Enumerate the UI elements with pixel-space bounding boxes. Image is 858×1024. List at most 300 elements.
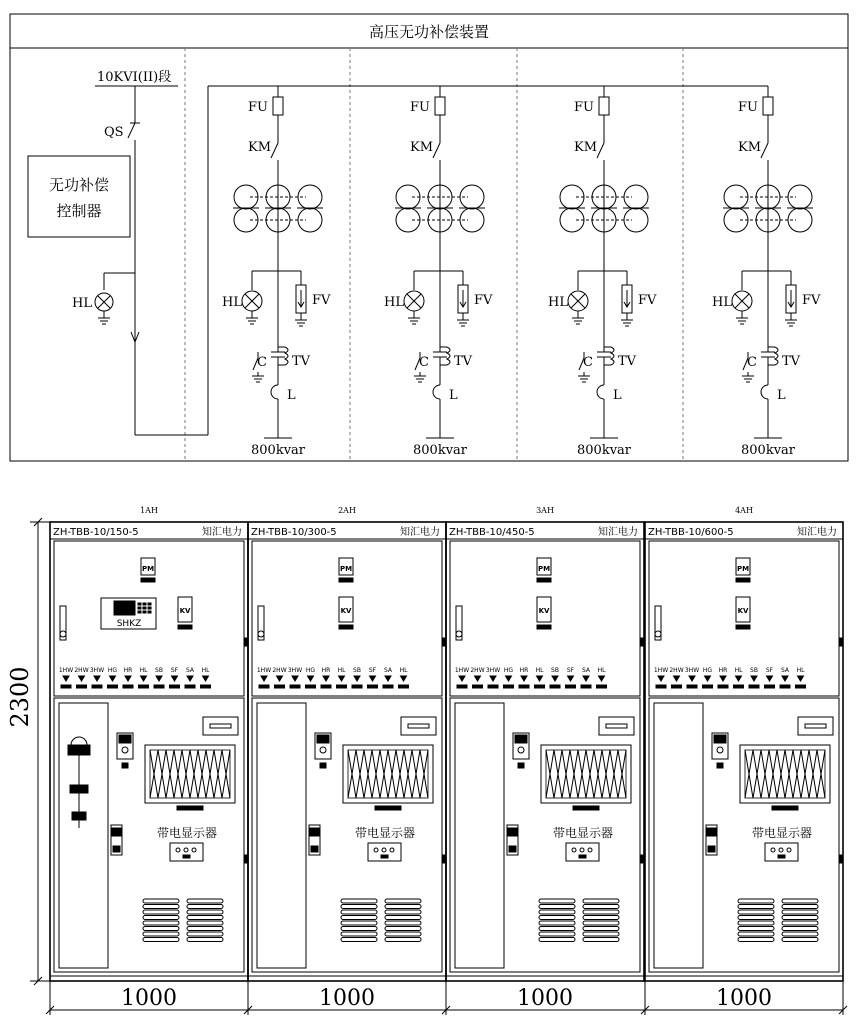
switch-label: 1HW xyxy=(653,667,669,674)
switch-label: HR xyxy=(519,667,529,674)
contactor-label: KM xyxy=(248,140,272,155)
louver-slot xyxy=(539,932,575,936)
current-transformer-icon xyxy=(396,185,420,209)
cabinet-2 xyxy=(248,522,446,981)
louver-slot xyxy=(583,927,619,931)
cabinet-model: ZH-TBB-10/600-5 xyxy=(648,527,734,538)
switch-knob-icon xyxy=(187,676,193,681)
height-dimension-value: 2300 xyxy=(6,666,34,728)
louver-slot xyxy=(385,921,421,925)
louver-slot xyxy=(187,921,223,925)
switch-label: SA xyxy=(185,667,195,674)
switch-label: 2HW xyxy=(669,667,684,674)
switch-knob-icon xyxy=(370,676,376,681)
hinge xyxy=(641,855,644,863)
capacitor-label: C xyxy=(747,355,757,370)
incoming-hl-label: HL xyxy=(72,296,92,311)
indicator-window xyxy=(655,606,661,640)
indicator-window xyxy=(60,606,66,640)
indicator-window xyxy=(456,606,462,640)
cabinet-4 xyxy=(645,522,843,981)
switch-label: 3HW xyxy=(287,667,303,674)
switch-label: SF xyxy=(765,667,774,674)
switch-label: HG xyxy=(305,667,316,674)
switch-label: HR xyxy=(123,667,133,674)
switch-nameplate xyxy=(718,685,728,688)
louver-slot xyxy=(539,927,575,931)
switch-label: HL xyxy=(535,667,544,674)
louver-slot xyxy=(341,927,377,931)
switch-label: 2HW xyxy=(74,667,89,674)
louver-slot xyxy=(341,921,377,925)
switch-label: SA xyxy=(780,667,790,674)
switch-knob-icon xyxy=(385,676,391,681)
switch-label: 2HW xyxy=(470,667,485,674)
contactor-symbol xyxy=(433,143,440,158)
louver-slot xyxy=(583,910,619,914)
switch-knob-icon xyxy=(782,676,788,681)
switch-knob-icon xyxy=(475,676,481,681)
fuse-symbol xyxy=(435,97,445,115)
switch-nameplate xyxy=(92,685,102,688)
louver-slot xyxy=(583,905,619,909)
switch-nameplate xyxy=(687,685,697,688)
switch-nameplate xyxy=(108,685,118,688)
louver-slot xyxy=(187,899,223,903)
interlock-panel xyxy=(59,703,108,968)
switch-knob-icon xyxy=(521,676,527,681)
louver-slot xyxy=(385,932,421,936)
kv-meter-label: KV xyxy=(179,607,191,615)
switch-label: 1HW xyxy=(454,667,470,674)
louver-slot xyxy=(385,938,421,942)
contactor-label: KM xyxy=(410,140,434,155)
louver-slot xyxy=(539,910,575,914)
louver-slot xyxy=(539,938,575,942)
switch-nameplate xyxy=(504,685,514,688)
arrester-label: FV xyxy=(638,293,657,308)
louver-slot xyxy=(341,905,377,909)
viewing-window xyxy=(798,717,833,735)
cabinet-id: 2AH xyxy=(338,506,356,515)
switch-knob-icon xyxy=(767,676,773,681)
switch-label: SB xyxy=(750,667,758,674)
controller-label-line2: 控制器 xyxy=(56,202,102,220)
switch-nameplate xyxy=(290,685,300,688)
qs-label: QS xyxy=(104,125,124,140)
switch-nameplate xyxy=(139,685,149,688)
louver-slot xyxy=(385,910,421,914)
current-transformer-icon xyxy=(234,185,258,209)
vt-label: TV xyxy=(618,354,637,369)
cabinet-outline xyxy=(248,522,446,981)
switch-label: 3HW xyxy=(89,667,105,674)
controller-model: SHKZ xyxy=(116,619,142,629)
switch-knob-icon xyxy=(599,676,605,681)
switch-nameplate xyxy=(383,685,393,688)
switch-label: HG xyxy=(107,667,118,674)
switch-knob-icon xyxy=(537,676,543,681)
lamp-label: HL xyxy=(222,295,242,310)
louver-slot xyxy=(782,916,818,920)
arrester-label: FV xyxy=(802,293,821,308)
capacitor-branch xyxy=(559,86,649,438)
switch-knob-icon xyxy=(339,676,345,681)
switch-label: 1HW xyxy=(256,667,272,674)
louver-slot xyxy=(143,938,179,942)
live-display-label: 带电显示器 xyxy=(552,826,614,840)
switch-label: SB xyxy=(155,667,163,674)
louver-slot xyxy=(782,921,818,925)
louver-slot xyxy=(385,927,421,931)
switch-knob-icon xyxy=(261,676,267,681)
reactor-symbol xyxy=(597,385,604,399)
louver-slot xyxy=(583,938,619,942)
louver-slot xyxy=(187,932,223,936)
louver-slot xyxy=(143,905,179,909)
switch-nameplate xyxy=(566,685,576,688)
capacitor-branch xyxy=(723,86,813,438)
louver-slot xyxy=(539,905,575,909)
switch-label: HL xyxy=(337,667,346,674)
lamp-label: HL xyxy=(548,295,568,310)
switch-nameplate xyxy=(154,685,164,688)
reactor-label: L xyxy=(777,388,786,403)
capacitor-label: C xyxy=(583,355,593,370)
fuse-label: FU xyxy=(574,100,594,115)
contactor-label: KM xyxy=(574,140,598,155)
switch-knob-icon xyxy=(658,676,664,681)
switch-nameplate xyxy=(77,685,87,688)
switch-knob-icon xyxy=(277,676,283,681)
switch-knob-icon xyxy=(751,676,757,681)
switch-knob-icon xyxy=(568,676,574,681)
louver-slot xyxy=(782,938,818,942)
louver-slot xyxy=(738,921,774,925)
brand-label: 知汇电力 xyxy=(400,527,440,538)
switch-label: SF xyxy=(368,667,377,674)
switch-nameplate xyxy=(703,685,713,688)
switch-label: SA xyxy=(383,667,393,674)
switch-nameplate xyxy=(368,685,378,688)
arrester-label: FV xyxy=(312,293,331,308)
pm-meter-label: PM xyxy=(537,565,551,573)
voltage-transformer-coil-icon xyxy=(285,347,288,365)
louver-slot xyxy=(341,916,377,920)
switch-label: 1HW xyxy=(58,667,74,674)
switch-nameplate xyxy=(550,685,560,688)
cabinet-outline xyxy=(645,522,843,981)
louver-slot xyxy=(341,899,377,903)
fuse-label: FU xyxy=(738,100,758,115)
width-dimension-value: 1000 xyxy=(517,986,573,1011)
switch-knob-icon xyxy=(156,676,162,681)
switch-knob-icon xyxy=(674,676,680,681)
switch-knob-icon xyxy=(308,676,314,681)
capacity-rating: 800kvar xyxy=(741,443,795,458)
switch-nameplate xyxy=(201,685,211,688)
cabinet-model: ZH-TBB-10/450-5 xyxy=(449,527,535,538)
brand-label: 知汇电力 xyxy=(598,527,638,538)
louver-slot xyxy=(539,899,575,903)
cabinet-1 xyxy=(50,522,248,981)
louver-slot xyxy=(143,932,179,936)
switch-nameplate xyxy=(321,685,331,688)
switch-knob-icon xyxy=(689,676,695,681)
louver-slot xyxy=(539,916,575,920)
louver-slot xyxy=(583,916,619,920)
arrester-label: FV xyxy=(474,293,493,308)
switch-label: HR xyxy=(321,667,331,674)
pm-meter-label: PM xyxy=(339,565,353,573)
switch-knob-icon xyxy=(63,676,69,681)
viewing-window xyxy=(401,717,436,735)
cabinet-front-elevation xyxy=(30,518,847,1015)
capacitor-label: C xyxy=(257,355,267,370)
schematic-title: 高压无功补偿装置 xyxy=(368,23,490,41)
switch-nameplate xyxy=(780,685,790,688)
contactor-symbol xyxy=(597,143,604,158)
cabinet-id: 1AH xyxy=(140,506,158,515)
reactor-label: L xyxy=(613,388,622,403)
louver-slot xyxy=(143,927,179,931)
fuse-symbol xyxy=(599,97,609,115)
louver-slot xyxy=(187,916,223,920)
louver-slot xyxy=(782,932,818,936)
switch-nameplate xyxy=(672,685,682,688)
pm-meter-label: PM xyxy=(736,565,750,573)
switch-knob-icon xyxy=(401,676,407,681)
switch-knob-icon xyxy=(79,676,85,681)
cabinet-outline xyxy=(446,522,644,981)
incoming-feeder xyxy=(28,86,768,435)
cabinet-id: 4AH xyxy=(735,506,753,515)
switch-knob-icon xyxy=(110,676,116,681)
louver-slot xyxy=(738,938,774,942)
contactor-label: KM xyxy=(738,140,762,155)
bus-label: 10KVI(II)段 xyxy=(97,70,172,85)
switch-knob-icon xyxy=(720,676,726,681)
interlock-panel xyxy=(654,703,703,968)
live-display-label: 带电显示器 xyxy=(156,826,218,840)
fuse-symbol xyxy=(763,97,773,115)
switch-nameplate xyxy=(61,685,71,688)
kv-meter-label: KV xyxy=(340,607,352,615)
live-display-label: 带电显示器 xyxy=(354,826,416,840)
switch-knob-icon xyxy=(459,676,465,681)
louver-slot xyxy=(385,905,421,909)
louver-slot xyxy=(782,927,818,931)
switch-label: SF xyxy=(566,667,575,674)
switch-label: HL xyxy=(201,667,210,674)
capacity-rating: 800kvar xyxy=(413,443,467,458)
capacity-rating: 800kvar xyxy=(251,443,305,458)
interlock-panel xyxy=(257,703,306,968)
switch-knob-icon xyxy=(125,676,131,681)
fuse-symbol xyxy=(273,97,283,115)
switch-label: HG xyxy=(503,667,514,674)
switch-knob-icon xyxy=(94,676,100,681)
voltage-transformer-coil-icon xyxy=(611,347,614,365)
louver-slot xyxy=(143,899,179,903)
louver-slot xyxy=(341,910,377,914)
louver-slot xyxy=(738,927,774,931)
cabinet-model: ZH-TBB-10/300-5 xyxy=(251,527,337,538)
current-transformer-icon xyxy=(724,208,748,232)
switch-nameplate xyxy=(123,685,133,688)
viewing-window xyxy=(599,717,634,735)
interlock-panel xyxy=(455,703,504,968)
switch-nameplate xyxy=(535,685,545,688)
width-dimension-value: 1000 xyxy=(319,986,375,1011)
louver-slot xyxy=(583,932,619,936)
switch-nameplate xyxy=(457,685,467,688)
switch-knob-icon xyxy=(736,676,742,681)
cabinet-model: ZH-TBB-10/150-5 xyxy=(53,527,139,538)
lamp-label: HL xyxy=(384,295,404,310)
louver-slot xyxy=(583,921,619,925)
switch-knob-icon xyxy=(583,676,589,681)
louver-slot xyxy=(738,910,774,914)
louver-slot xyxy=(738,916,774,920)
switch-label: SF xyxy=(170,667,179,674)
louver-slot xyxy=(583,899,619,903)
louver-slot xyxy=(143,921,179,925)
louver-slot xyxy=(539,921,575,925)
indicator-window xyxy=(258,606,264,640)
pm-meter-label: PM xyxy=(141,565,155,573)
switch-nameplate xyxy=(597,685,607,688)
hinge xyxy=(641,638,644,646)
switch-knob-icon xyxy=(552,676,558,681)
louver-slot xyxy=(385,899,421,903)
switch-nameplate xyxy=(581,685,591,688)
louver-slot xyxy=(782,910,818,914)
switch-label: HL xyxy=(734,667,743,674)
current-transformer-icon xyxy=(560,208,584,232)
switch-nameplate xyxy=(488,685,498,688)
reactor-label: L xyxy=(287,388,296,403)
louver-slot xyxy=(187,938,223,942)
lamp-label: HL xyxy=(712,295,732,310)
switch-label: 3HW xyxy=(684,667,700,674)
switch-knob-icon xyxy=(203,676,209,681)
reactor-symbol xyxy=(433,385,440,399)
current-transformer-icon xyxy=(560,185,584,209)
louver-slot xyxy=(738,899,774,903)
louver-slot xyxy=(187,905,223,909)
fuse-label: FU xyxy=(410,100,430,115)
switch-nameplate xyxy=(749,685,759,688)
switch-knob-icon xyxy=(798,676,804,681)
kv-meter-label: KV xyxy=(737,607,749,615)
louver-slot xyxy=(782,899,818,903)
switch-nameplate xyxy=(275,685,285,688)
kv-meter-label: KV xyxy=(538,607,550,615)
cabinet-3 xyxy=(446,522,644,981)
switch-knob-icon xyxy=(323,676,329,681)
reactor-symbol xyxy=(761,385,768,399)
switch-label: HL xyxy=(796,667,805,674)
switch-nameplate xyxy=(170,685,180,688)
switch-label: HR xyxy=(718,667,728,674)
louver-slot xyxy=(385,916,421,920)
switch-nameplate xyxy=(796,685,806,688)
reactor-symbol xyxy=(271,385,278,399)
capacitor-branch xyxy=(395,86,485,438)
contactor-symbol xyxy=(761,143,768,158)
contactor-symbol xyxy=(271,143,278,158)
current-transformer-icon xyxy=(724,185,748,209)
capacity-rating: 800kvar xyxy=(577,443,631,458)
switch-nameplate xyxy=(259,685,269,688)
switch-knob-icon xyxy=(172,676,178,681)
capacitor-branch xyxy=(233,86,323,438)
switch-nameplate xyxy=(399,685,409,688)
switch-nameplate xyxy=(185,685,195,688)
switch-nameplate xyxy=(337,685,347,688)
cabinet-id: 3AH xyxy=(536,506,554,515)
fuse-label: FU xyxy=(248,100,268,115)
reactor-label: L xyxy=(449,388,458,403)
current-transformer-icon xyxy=(234,208,258,232)
live-display-label: 带电显示器 xyxy=(751,826,813,840)
louver-slot xyxy=(341,932,377,936)
controller-label-line1: 无功补偿 xyxy=(48,176,110,194)
vt-label: TV xyxy=(782,354,801,369)
hinge xyxy=(840,638,843,646)
brand-label: 知汇电力 xyxy=(202,527,242,538)
switch-nameplate xyxy=(734,685,744,688)
controller-display xyxy=(114,601,135,615)
louver-slot xyxy=(143,916,179,920)
switch-label: SB xyxy=(551,667,559,674)
switch-nameplate xyxy=(765,685,775,688)
switch-knob-icon xyxy=(705,676,711,681)
switch-label: SB xyxy=(353,667,361,674)
switch-nameplate xyxy=(306,685,316,688)
switch-label: HL xyxy=(597,667,606,674)
switch-label: 2HW xyxy=(272,667,287,674)
switch-nameplate xyxy=(473,685,483,688)
switch-label: 3HW xyxy=(485,667,501,674)
switch-label: HL xyxy=(399,667,408,674)
louver-slot xyxy=(782,905,818,909)
viewing-window xyxy=(203,717,238,735)
voltage-transformer-coil-icon xyxy=(447,347,450,365)
switch-label: SA xyxy=(581,667,591,674)
louver-slot xyxy=(738,932,774,936)
voltage-transformer-coil-icon xyxy=(775,347,778,365)
switch-nameplate xyxy=(656,685,666,688)
width-dimension-value: 1000 xyxy=(121,986,177,1011)
switch-label: HG xyxy=(702,667,713,674)
switch-knob-icon xyxy=(506,676,512,681)
switch-knob-icon xyxy=(292,676,298,681)
louver-slot xyxy=(187,927,223,931)
louver-slot xyxy=(187,910,223,914)
louver-slot xyxy=(738,905,774,909)
vt-label: TV xyxy=(454,354,473,369)
switch-knob-icon xyxy=(141,676,147,681)
switch-nameplate xyxy=(519,685,529,688)
switch-nameplate xyxy=(352,685,362,688)
current-transformer-icon xyxy=(396,208,420,232)
switch-label: HL xyxy=(139,667,148,674)
brand-label: 知汇电力 xyxy=(797,527,837,538)
louver-slot xyxy=(341,938,377,942)
switch-knob-icon xyxy=(354,676,360,681)
